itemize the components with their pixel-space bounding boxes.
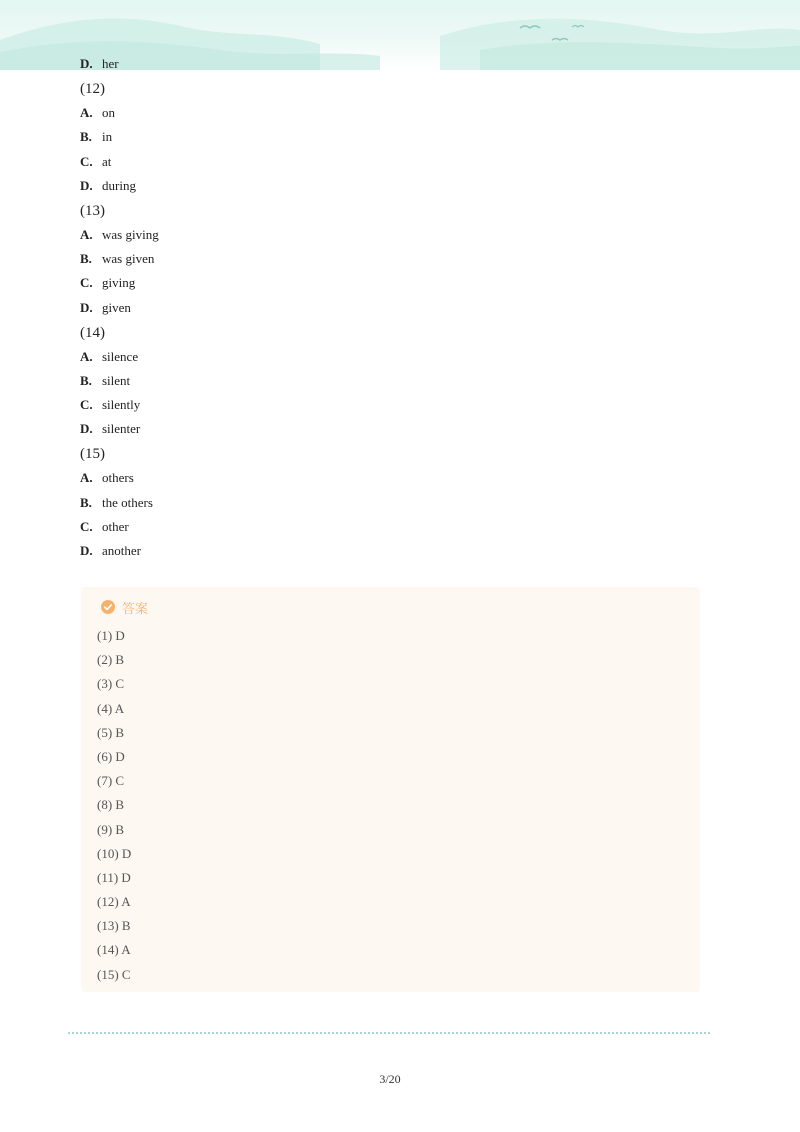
option-letter: A. <box>80 348 93 364</box>
answer-item: (9) B <box>97 821 125 837</box>
option-text: silence <box>102 348 139 364</box>
option-letter: C. <box>80 518 93 534</box>
option[interactable] <box>80 417 720 441</box>
option[interactable] <box>80 491 720 515</box>
option-letter: D. <box>80 177 93 193</box>
option-text: the others <box>102 494 153 510</box>
answer-item: (7) C <box>97 773 125 789</box>
answer-title: 答案 <box>122 601 149 617</box>
option-text: another <box>102 543 141 558</box>
answer-item: (3) C <box>97 676 125 692</box>
answer-item: (13) B <box>97 918 131 934</box>
question-number: (15) <box>80 446 105 463</box>
option-text: was giving <box>102 226 159 242</box>
answer-item: (2) B <box>97 652 125 668</box>
answer-item: (1) D <box>97 628 125 643</box>
option-letter: D. <box>80 543 93 558</box>
option[interactable] <box>80 466 720 490</box>
option-letter: C. <box>80 275 93 291</box>
page-number: 3/20 <box>379 1072 401 1086</box>
option[interactable] <box>80 393 720 417</box>
option-letter: C. <box>80 397 93 413</box>
option-text: during <box>102 177 136 193</box>
option[interactable] <box>80 539 720 563</box>
option-text: her <box>102 56 119 71</box>
option[interactable] <box>80 296 720 320</box>
answer-item: (14) A <box>97 942 131 958</box>
option-text: other <box>102 518 129 534</box>
question-number: (13) <box>80 202 105 219</box>
option-letter: A. <box>80 470 93 486</box>
answer-item: (5) B <box>97 724 125 740</box>
option-letter: D. <box>80 56 93 71</box>
answer-item: (12) A <box>97 894 131 910</box>
option-text: others <box>102 470 134 486</box>
option-letter: D. <box>80 421 93 437</box>
option[interactable] <box>80 174 720 198</box>
option[interactable] <box>80 125 720 149</box>
option[interactable] <box>80 150 720 174</box>
answer-item: (10) D <box>97 845 132 861</box>
check-circle-icon <box>101 600 115 614</box>
answer-item: (8) B <box>97 797 125 813</box>
question-number: (14) <box>80 324 105 341</box>
option-text: was given <box>102 251 155 267</box>
option[interactable] <box>80 247 720 271</box>
option-text: giving <box>102 275 136 291</box>
option-letter: D. <box>80 299 93 315</box>
option[interactable] <box>80 101 720 125</box>
answer-box <box>81 587 700 992</box>
option[interactable] <box>80 515 720 539</box>
option-text: silenter <box>102 421 141 437</box>
option-letter: C. <box>80 153 93 169</box>
question-options <box>80 52 720 563</box>
question-number: (12) <box>80 81 105 98</box>
option-letter: A. <box>80 105 93 121</box>
option-text: at <box>102 153 112 169</box>
answer-header <box>101 599 148 615</box>
option-text: on <box>102 105 115 121</box>
option-letter: B. <box>80 251 92 267</box>
footer-divider <box>68 1032 710 1034</box>
option-letter: B. <box>80 129 92 145</box>
option-text: given <box>102 299 131 315</box>
option-letter: B. <box>80 494 92 510</box>
option[interactable] <box>80 52 720 76</box>
option[interactable] <box>80 369 720 393</box>
option-text: silent <box>102 372 131 388</box>
option[interactable] <box>80 345 720 369</box>
option[interactable] <box>80 271 720 295</box>
option-text: silently <box>102 397 141 413</box>
option-letter: B. <box>80 372 92 388</box>
answer-item: (15) C <box>97 966 131 982</box>
answer-list <box>97 624 131 987</box>
answer-item: (4) A <box>97 700 125 716</box>
answer-item: (11) D <box>97 869 131 885</box>
answer-item: (6) D <box>97 748 125 764</box>
option[interactable] <box>80 223 720 247</box>
option-text: in <box>102 129 113 145</box>
option-letter: A. <box>80 226 93 242</box>
